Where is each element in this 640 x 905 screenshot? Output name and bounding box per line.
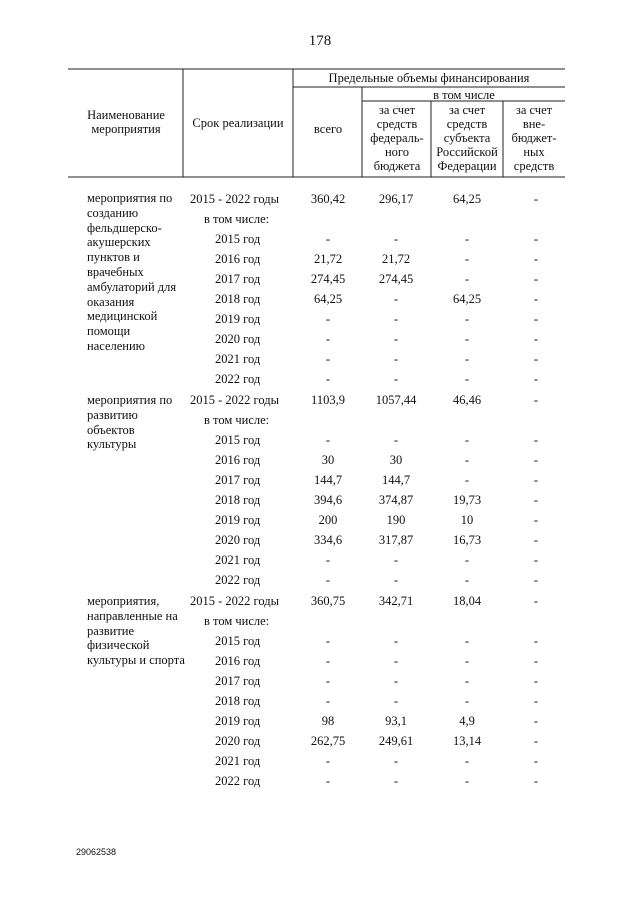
term-cell: в том числе: bbox=[204, 413, 270, 427]
extra-cell: - bbox=[533, 393, 539, 407]
table-row bbox=[0, 611, 640, 631]
term-cell: 2021 год bbox=[215, 553, 261, 567]
regional-cell: 16,73 bbox=[452, 533, 482, 547]
total-cell: 64,25 bbox=[313, 292, 343, 306]
extra-cell: - bbox=[533, 292, 539, 306]
table-row bbox=[0, 771, 640, 791]
total-cell: 274,45 bbox=[310, 272, 346, 286]
extra-cell: - bbox=[533, 272, 539, 286]
term-cell: 2018 год bbox=[215, 694, 261, 708]
federal-cell: - bbox=[393, 634, 399, 648]
regional-cell: 10 bbox=[460, 513, 474, 527]
regional-cell: - bbox=[464, 372, 470, 386]
federal-cell: - bbox=[393, 433, 399, 447]
table-row bbox=[0, 269, 640, 289]
table-row bbox=[0, 731, 640, 751]
term-cell: в том числе: bbox=[204, 212, 270, 226]
term-cell: 2020 год bbox=[215, 734, 261, 748]
extra-cell: - bbox=[533, 634, 539, 648]
federal-cell: 30 bbox=[389, 453, 403, 467]
total-cell: - bbox=[325, 754, 331, 768]
total-cell: - bbox=[325, 352, 331, 366]
extra-cell: - bbox=[533, 674, 539, 688]
federal-cell: 342,71 bbox=[378, 594, 414, 608]
federal-cell: - bbox=[393, 352, 399, 366]
federal-cell: 93,1 bbox=[385, 714, 407, 728]
section-name-medical: мероприятия по созданию фельдшерско-акушерских пунктов и врачебных амбулаторий для оказания медицинской помощи населению bbox=[87, 191, 177, 353]
federal-cell: - bbox=[393, 754, 399, 768]
header-extra: за счет вне-бюджет-ных средств bbox=[511, 103, 557, 173]
term-cell: 2015 год bbox=[215, 634, 261, 648]
table-row bbox=[0, 229, 640, 249]
regional-cell: - bbox=[464, 312, 470, 326]
regional-cell: - bbox=[464, 272, 470, 286]
total-cell: 360,75 bbox=[310, 594, 346, 608]
federal-cell: - bbox=[393, 332, 399, 346]
total-cell: - bbox=[325, 433, 331, 447]
term-cell: 2018 год bbox=[215, 493, 261, 507]
table-row bbox=[0, 470, 640, 490]
header-total: всего bbox=[313, 122, 343, 136]
table-row bbox=[0, 671, 640, 691]
header-regional: за счет средств субъекта Российской Федерации bbox=[436, 103, 498, 173]
total-cell: 262,75 bbox=[310, 734, 346, 748]
table-row bbox=[0, 369, 640, 389]
federal-cell: 317,87 bbox=[378, 533, 414, 547]
table-row bbox=[0, 450, 640, 470]
federal-cell: 144,7 bbox=[381, 473, 411, 487]
table-row bbox=[0, 410, 640, 430]
regional-cell: 4,9 bbox=[459, 714, 475, 728]
federal-cell: - bbox=[393, 232, 399, 246]
extra-cell: - bbox=[533, 232, 539, 246]
term-cell: 2018 год bbox=[215, 292, 261, 306]
table-row bbox=[0, 550, 640, 570]
extra-cell: - bbox=[533, 352, 539, 366]
federal-cell: 374,87 bbox=[378, 493, 414, 507]
regional-cell: - bbox=[464, 252, 470, 266]
total-cell: 334,6 bbox=[313, 533, 343, 547]
term-cell: 2021 год bbox=[215, 754, 261, 768]
term-cell: 2015 - 2022 годы bbox=[190, 594, 280, 608]
term-cell: 2016 год bbox=[215, 453, 261, 467]
term-cell: 2016 год bbox=[215, 252, 261, 266]
federal-cell: - bbox=[393, 654, 399, 668]
term-cell: 2016 год bbox=[215, 654, 261, 668]
table-row bbox=[0, 510, 640, 530]
extra-cell: - bbox=[533, 252, 539, 266]
table-row bbox=[0, 751, 640, 771]
table-row bbox=[0, 631, 640, 651]
regional-cell: - bbox=[464, 774, 470, 788]
total-cell: - bbox=[325, 573, 331, 587]
extra-cell: - bbox=[533, 433, 539, 447]
extra-cell: - bbox=[533, 372, 539, 386]
term-cell: 2022 год bbox=[215, 372, 261, 386]
extra-cell: - bbox=[533, 754, 539, 768]
regional-cell: 19,73 bbox=[452, 493, 482, 507]
term-cell: 2019 год bbox=[215, 312, 261, 326]
federal-cell: 296,17 bbox=[378, 192, 414, 206]
total-cell: - bbox=[325, 634, 331, 648]
header-including: в том числе bbox=[433, 88, 495, 102]
term-cell: 2015 год bbox=[215, 232, 261, 246]
term-cell: 2015 - 2022 годы bbox=[190, 192, 280, 206]
term-cell: 2015 год bbox=[215, 433, 261, 447]
extra-cell: - bbox=[533, 312, 539, 326]
federal-cell: - bbox=[393, 694, 399, 708]
table-row bbox=[0, 570, 640, 590]
federal-cell: - bbox=[393, 553, 399, 567]
extra-cell: - bbox=[533, 654, 539, 668]
regional-cell: - bbox=[464, 654, 470, 668]
term-cell: в том числе: bbox=[204, 614, 270, 628]
term-cell: 2020 год bbox=[215, 533, 261, 547]
table-row bbox=[0, 530, 640, 550]
federal-cell: 1057,44 bbox=[375, 393, 417, 407]
table-row bbox=[0, 651, 640, 671]
federal-cell: - bbox=[393, 292, 399, 306]
federal-cell: - bbox=[393, 774, 399, 788]
term-cell: 2022 год bbox=[215, 573, 261, 587]
regional-cell: - bbox=[464, 674, 470, 688]
extra-cell: - bbox=[533, 714, 539, 728]
federal-cell: 274,45 bbox=[378, 272, 414, 286]
table-row bbox=[0, 390, 640, 410]
regional-cell: - bbox=[464, 473, 470, 487]
term-cell: 2015 - 2022 годы bbox=[190, 393, 280, 407]
regional-cell: 64,25 bbox=[452, 192, 482, 206]
header-funding-group: Предельные объемы финансирования bbox=[328, 71, 530, 85]
extra-cell: - bbox=[533, 594, 539, 608]
total-cell: 360,42 bbox=[310, 192, 346, 206]
header-name-column: Наименование мероприятия bbox=[87, 108, 165, 136]
extra-cell: - bbox=[533, 332, 539, 346]
federal-cell: 249,61 bbox=[378, 734, 414, 748]
total-cell: - bbox=[325, 332, 331, 346]
term-cell: 2017 год bbox=[215, 674, 261, 688]
regional-cell: 64,25 bbox=[452, 292, 482, 306]
regional-cell: - bbox=[464, 754, 470, 768]
table-row bbox=[0, 591, 640, 611]
total-cell: - bbox=[325, 232, 331, 246]
total-cell: 200 bbox=[318, 513, 338, 527]
regional-cell: - bbox=[464, 453, 470, 467]
total-cell: - bbox=[325, 774, 331, 788]
header-federal: за счет средств федераль-ного бюджета bbox=[370, 103, 424, 173]
section-name-sport: мероприятия, направленные на развитие физической культуры и спорта bbox=[87, 594, 185, 668]
table-row bbox=[0, 711, 640, 731]
table-row bbox=[0, 209, 640, 229]
table-row bbox=[0, 430, 640, 450]
extra-cell: - bbox=[533, 573, 539, 587]
table-row bbox=[0, 289, 640, 309]
regional-cell: - bbox=[464, 332, 470, 346]
total-cell: - bbox=[325, 694, 331, 708]
extra-cell: - bbox=[533, 493, 539, 507]
term-cell: 2017 год bbox=[215, 272, 261, 286]
federal-cell: 21,72 bbox=[381, 252, 411, 266]
section-name-culture: мероприятия по развитию объектов культуры bbox=[87, 393, 173, 452]
total-cell: 30 bbox=[321, 453, 335, 467]
total-cell: - bbox=[325, 654, 331, 668]
total-cell: 144,7 bbox=[313, 473, 343, 487]
total-cell: - bbox=[325, 553, 331, 567]
term-cell: 2019 год bbox=[215, 714, 261, 728]
total-cell: 21,72 bbox=[313, 252, 343, 266]
extra-cell: - bbox=[533, 192, 539, 206]
table-row bbox=[0, 309, 640, 329]
regional-cell: - bbox=[464, 634, 470, 648]
extra-cell: - bbox=[533, 453, 539, 467]
table-row bbox=[0, 189, 640, 209]
document-code: 29062538 bbox=[76, 847, 117, 857]
regional-cell: 18,04 bbox=[452, 594, 482, 608]
total-cell: 1103,9 bbox=[311, 393, 345, 407]
header-term-column: Срок реализации bbox=[192, 116, 284, 130]
table-row bbox=[0, 329, 640, 349]
regional-cell: - bbox=[464, 433, 470, 447]
total-cell: 394,6 bbox=[313, 493, 343, 507]
extra-cell: - bbox=[533, 774, 539, 788]
regional-cell: 46,46 bbox=[452, 393, 482, 407]
extra-cell: - bbox=[533, 473, 539, 487]
federal-cell: - bbox=[393, 312, 399, 326]
extra-cell: - bbox=[533, 533, 539, 547]
term-cell: 2022 год bbox=[215, 774, 261, 788]
extra-cell: - bbox=[533, 694, 539, 708]
term-cell: 2020 год bbox=[215, 332, 261, 346]
federal-cell: - bbox=[393, 372, 399, 386]
term-cell: 2019 год bbox=[215, 513, 261, 527]
federal-cell: - bbox=[393, 573, 399, 587]
federal-cell: 190 bbox=[386, 513, 406, 527]
extra-cell: - bbox=[533, 513, 539, 527]
term-cell: 2021 год bbox=[215, 352, 261, 366]
table-row bbox=[0, 691, 640, 711]
extra-cell: - bbox=[533, 553, 539, 567]
regional-cell: - bbox=[464, 352, 470, 366]
extra-cell: - bbox=[533, 734, 539, 748]
total-cell: 98 bbox=[321, 714, 335, 728]
term-cell: 2017 год bbox=[215, 473, 261, 487]
total-cell: - bbox=[325, 674, 331, 688]
page-number: 178 bbox=[308, 33, 332, 49]
regional-cell: - bbox=[464, 553, 470, 567]
regional-cell: 13,14 bbox=[452, 734, 482, 748]
table-row bbox=[0, 349, 640, 369]
table-row bbox=[0, 249, 640, 269]
regional-cell: - bbox=[464, 232, 470, 246]
total-cell: - bbox=[325, 312, 331, 326]
federal-cell: - bbox=[393, 674, 399, 688]
total-cell: - bbox=[325, 372, 331, 386]
table-row bbox=[0, 490, 640, 510]
regional-cell: - bbox=[464, 694, 470, 708]
regional-cell: - bbox=[464, 573, 470, 587]
